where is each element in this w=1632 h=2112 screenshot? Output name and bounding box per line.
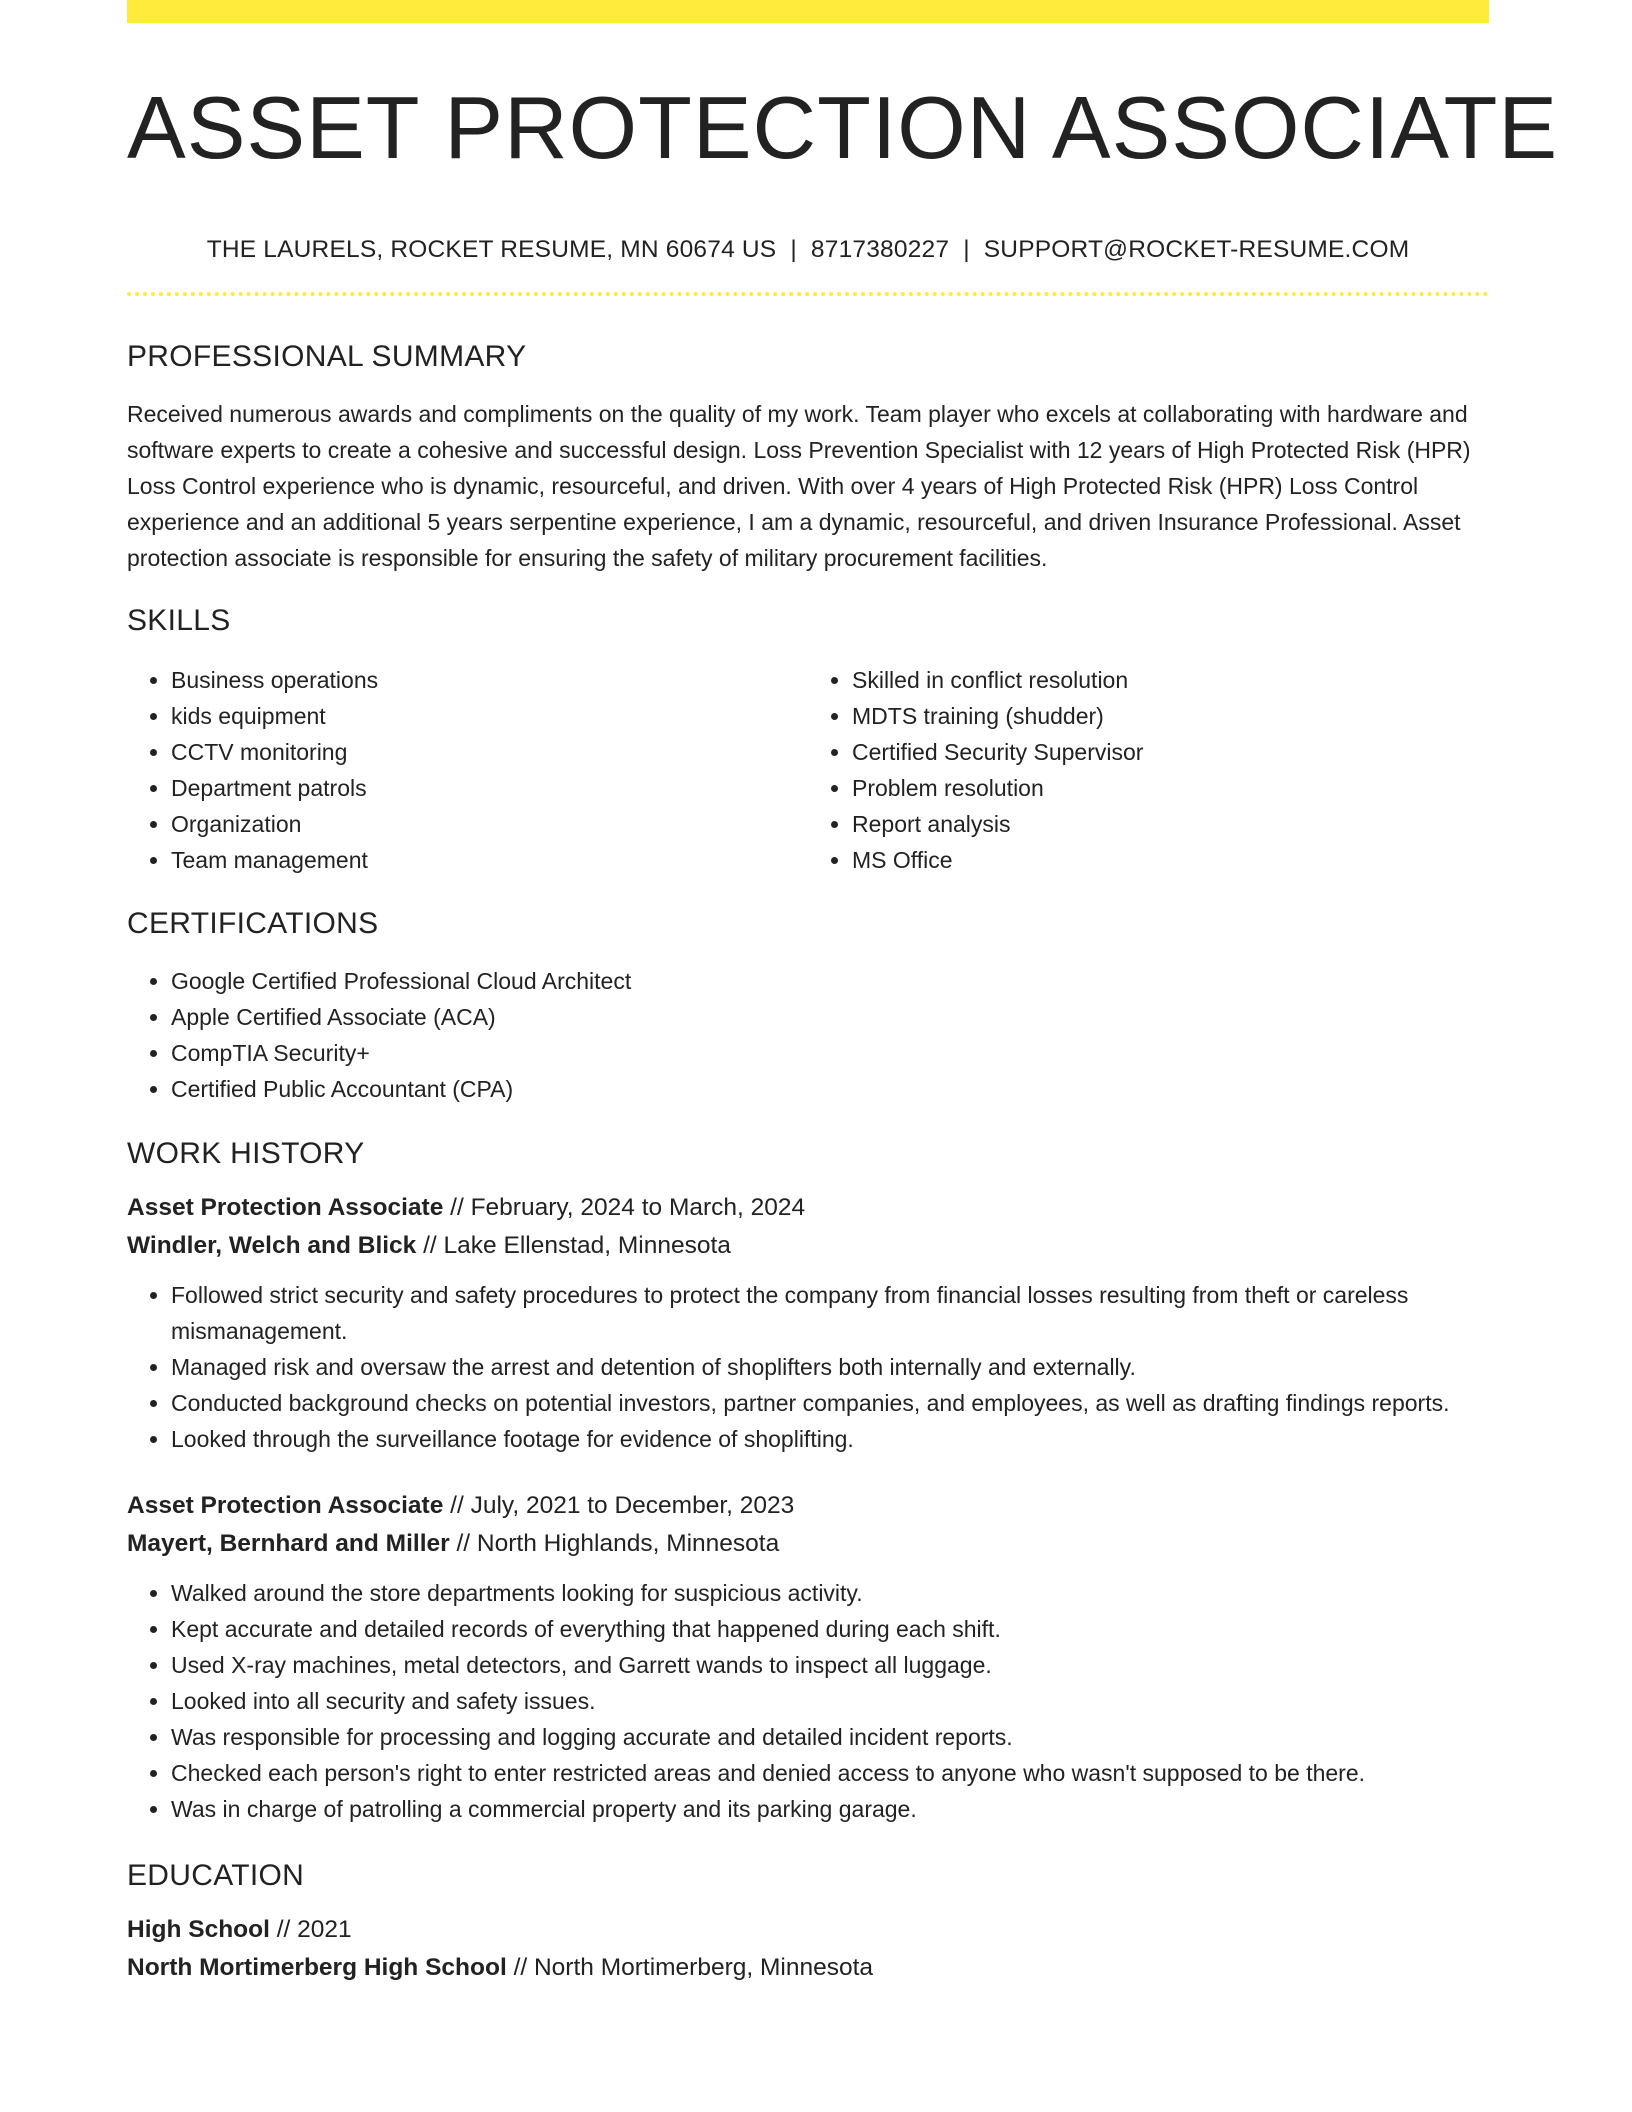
job-bullet: • Checked each person's right to enter restricted areas and denied access to anyone who wasn't supposed to be there. [171,1755,1489,1791]
job-bullet: • Conducted background checks on potential investors, partner companies, and employees, as well as drafting findings reports. [171,1385,1489,1421]
certification-item: • Google Certified Professional Cloud Architect [171,963,1489,999]
contact-line [127,230,1489,270]
certification-item: • Apple Certified Associate (ACA) [171,999,1489,1035]
skill-item: • Department patrols [171,770,808,806]
contact-separator: | [790,236,797,263]
job-bullet: • Kept accurate and detailed records of everything that happened during each shift. [171,1611,1489,1647]
job-entry [127,1487,1489,1827]
skill-item: • MDTS training (shudder) [852,698,1489,734]
education-section [127,1859,1489,1987]
skill-item: • Certified Security Supervisor [852,734,1489,770]
certifications-list [127,963,1489,1107]
education-heading: EDUCATION [127,1859,305,1892]
work-history-section [127,1137,1489,1827]
job-location: // Lake Ellenstad, Minnesota [423,1232,731,1259]
header-divider [127,292,1489,296]
contact-separator: | [963,236,970,263]
skills-columns [127,662,1489,878]
summary-section [127,340,1489,576]
job-company-line [127,1525,1489,1563]
skill-item: • Report analysis [852,806,1489,842]
job-bullet: • Was in charge of patrolling a commercial property and its parking garage. [171,1791,1489,1827]
contact-address: THE LAURELS, ROCKET RESUME, MN 60674 US [206,236,777,263]
skill-item: • MS Office [852,842,1489,878]
job-bullet: • Used X-ray machines, metal detectors, and Garrett wands to inspect all luggage. [171,1647,1489,1683]
job-bullet: • Looked into all security and safety issues. [171,1683,1489,1719]
skill-item: • Skilled in conflict resolution [852,662,1489,698]
skills-section [127,604,1489,878]
job-dates: // February, 2024 to March, 2024 [450,1194,806,1221]
certifications-section [127,907,1489,1107]
skill-item: • kids equipment [171,698,808,734]
skills-list-left [127,662,808,878]
job-role: Asset Protection Associate [127,1194,444,1221]
skills-list-right [808,662,1489,878]
education-location: // North Mortimerberg, Minnesota [513,1954,874,1981]
job-title-line [127,1189,1489,1227]
job-bullets [127,1575,1489,1827]
job-company-line [127,1227,1489,1265]
summary-heading: PROFESSIONAL SUMMARY [127,340,527,373]
work-history-heading: WORK HISTORY [127,1137,365,1170]
job-bullet: • Walked around the store departments looking for suspicious activity. [171,1575,1489,1611]
skill-item: • Organization [171,806,808,842]
job-entry [127,1189,1489,1457]
job-location: // North Highlands, Minnesota [456,1530,780,1557]
job-role: Asset Protection Associate [127,1492,444,1519]
page-title: ASSET PROTECTION ASSOCIATE [127,78,1559,177]
job-title-line [127,1487,1489,1525]
skill-item: • Business operations [171,662,808,698]
skill-item: • CCTV monitoring [171,734,808,770]
skill-item: • Team management [171,842,808,878]
certifications-heading: CERTIFICATIONS [127,907,379,940]
job-bullet: • Was responsible for processing and logging accurate and detailed incident reports. [171,1719,1489,1755]
education-degree: High School [127,1916,270,1943]
job-dates: // July, 2021 to December, 2023 [450,1492,795,1519]
contact-email: SUPPORT@ROCKET-RESUME.COM [983,236,1410,263]
skill-item: • Problem resolution [852,770,1489,806]
resume-page [127,0,1559,1987]
job-bullet: • Looked through the surveillance footage for evidence of shoplifting. [171,1421,1489,1457]
education-degree-line [127,1911,1489,1949]
contact-phone: 8717380227 [810,236,950,263]
job-company: Windler, Welch and Blick [127,1232,417,1259]
job-company: Mayert, Bernhard and Miller [127,1530,450,1557]
education-year: // 2021 [276,1916,352,1943]
summary-text: Received numerous awards and compliments on the quality of my work. Team player who excels at collaborating with hardware and software experts to create a cohesive and successful design. Loss Prevention Specialist with 12 years of High Protected Risk (HPR) Loss Control experience who is dynamic, resourceful, and driven. With over 4 years of High Protected Risk (HPR) Loss Control experience and an additional 5 years serpentine experience, I am a dynamic, resourceful, and driven Insurance Professional. Asset protection associate is responsible for ensuring the safety of military procurement facilities. [127,401,1471,571]
certification-item: • Certified Public Accountant (CPA) [171,1071,1489,1107]
job-bullet: • Managed risk and oversaw the arrest and detention of shoplifters both internally and externally. [171,1349,1489,1385]
certification-item: • CompTIA Security+ [171,1035,1489,1071]
skills-heading: SKILLS [127,604,231,637]
education-school-line [127,1949,1489,1987]
job-bullets [127,1277,1489,1457]
job-bullet: • Followed strict security and safety procedures to protect the company from financial losses resulting from theft or careless mismanagement. [171,1277,1489,1349]
education-entry [127,1911,1489,1987]
education-school: North Mortimerberg High School [127,1954,507,1981]
